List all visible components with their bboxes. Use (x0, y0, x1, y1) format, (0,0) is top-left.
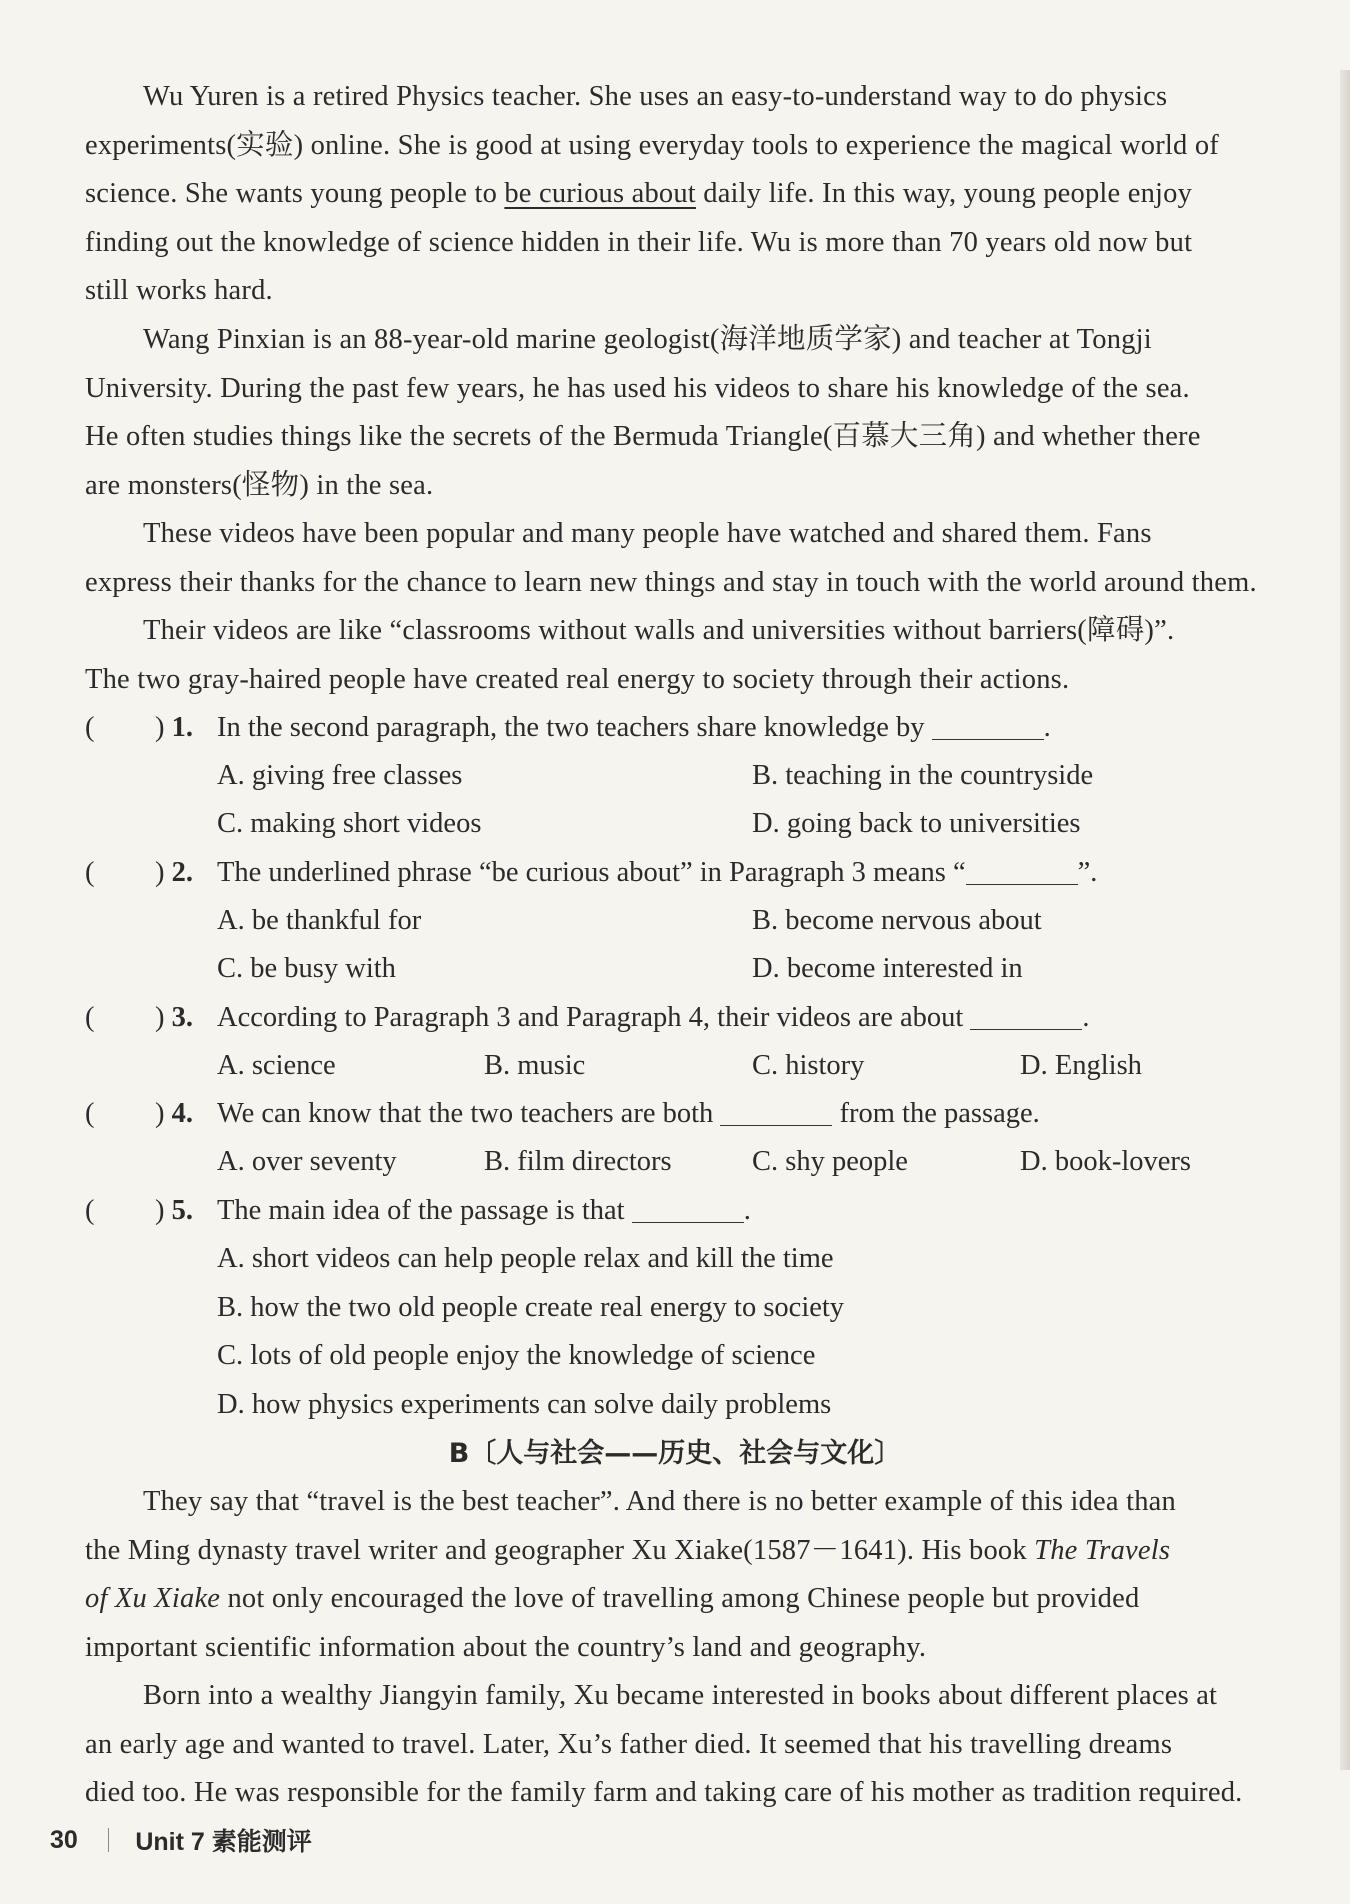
text-line: Born into a wealthy Jiangyin family, Xu became interested in books about different places at (143, 1680, 1218, 1711)
option-2c: C. be busy with (217, 953, 396, 984)
option-2a: A. be thankful for (217, 905, 422, 936)
answer-blank (966, 854, 1078, 885)
option-2b: B. become nervous about (752, 905, 1042, 936)
answer-paren-open: ( (85, 712, 95, 743)
question-stem: The underlined phrase “be curious about” in Paragraph 3 means “ ”. (217, 849, 1097, 898)
option-5a: A. short videos can help people relax and kill the time (217, 1243, 834, 1274)
text-line: He often studies things like the secrets of the Bermuda Triangle(百慕大三角) and whether there (85, 421, 1201, 452)
answer-blank (632, 1192, 744, 1223)
option-4d: D. book-lovers (1020, 1146, 1191, 1177)
option-4a: A. over seventy (217, 1146, 397, 1177)
text-line: The two gray-haired people have created real energy to society through their actions. (85, 663, 1070, 695)
paragraph-videos-popular (85, 510, 1293, 607)
text-line: died too. He was responsible for the family farm and taking care of his mother as tradition required. (85, 1777, 1243, 1808)
page-number: 30 (50, 1825, 78, 1854)
text-line: not only encouraged the love of travelling among Chinese people but provided (220, 1583, 1140, 1614)
text-line: still works hard. (85, 275, 273, 306)
page-footer (50, 1822, 312, 1858)
text-line: important scientific information about the country’s land and geography. (85, 1631, 927, 1663)
text-line: daily life. In this way, young people enjoy (695, 178, 1193, 209)
text-line: science. She wants young people to (85, 178, 505, 209)
text-line: are monsters(怪物) in the sea. (85, 469, 434, 501)
book-title: The Travels (1034, 1534, 1171, 1566)
text-line: an early age and wanted to travel. Later, Xu’s father died. It seemed that his travelling dreams (85, 1728, 1173, 1760)
answer-paren-open: ( (85, 1002, 95, 1033)
question-stem: We can know that the two teachers are both from the passage. (217, 1090, 1040, 1139)
option-3a: A. science (217, 1050, 336, 1081)
option-3d: D. English (1020, 1050, 1142, 1081)
question-stem: According to Paragraph 3 and Paragraph 4, their videos are about . (217, 994, 1090, 1043)
option-3c: C. history (752, 1050, 865, 1081)
option-5d: D. how physics experiments can solve daily problems (217, 1389, 832, 1420)
paragraph-wang-pinxian (85, 316, 1293, 510)
text-line: They say that “travel is the best teacher”. And there is no better example of this idea than (143, 1486, 1176, 1517)
footer-divider (108, 1828, 110, 1852)
question-number: ) 2. (155, 857, 193, 888)
question-number: ) 4. (155, 1098, 193, 1129)
answer-paren-open: ( (85, 857, 95, 888)
answer-blank (970, 999, 1082, 1030)
option-1d: D. going back to universities (752, 808, 1081, 839)
text-line: finding out the knowledge of science hidden in their life. Wu is more than 70 years old now but (85, 226, 1193, 258)
answer-blank (720, 1095, 832, 1126)
book-title: of Xu Xiake (85, 1583, 221, 1614)
answer-paren-open: ( (85, 1195, 95, 1226)
paragraph-xu-xiake-intro (85, 1478, 1293, 1672)
text-line: Wang Pinxian is an 88-year-old marine geologist(海洋地质学家) and teacher at Tongji (143, 324, 1152, 355)
paragraph-wu-yuren (85, 73, 1293, 316)
option-3b: B. music (484, 1050, 586, 1081)
answer-blank (932, 709, 1044, 740)
underlined-phrase: be curious about (504, 178, 696, 209)
option-1b: B. teaching in the countryside (752, 760, 1094, 791)
option-1a: A. giving free classes (217, 760, 463, 791)
text-line: University. During the past few years, he has used his videos to share his knowledge of the sea. (85, 372, 1190, 404)
paragraph-xu-early-life (85, 1672, 1293, 1818)
paragraph-classrooms (85, 607, 1293, 704)
option-1c: C. making short videos (217, 808, 482, 839)
section-b-title: B〔人与社会——历史、社会与文化〕 (448, 1438, 902, 1469)
option-4b: B. film directors (484, 1146, 672, 1177)
option-4c: C. shy people (752, 1146, 908, 1177)
option-5c: C. lots of old people enjoy the knowledge of science (217, 1340, 816, 1371)
text-line: Wu Yuren is a retired Physics teacher. She uses an easy-to-understand way to do physics (143, 81, 1168, 112)
question-number: ) 5. (155, 1195, 193, 1226)
option-2d: D. become interested in (752, 953, 1023, 984)
question-number: ) 3. (155, 1002, 193, 1033)
text-line: express their thanks for the chance to learn new things and stay in touch with the world around them. (85, 566, 1257, 598)
text-line: These videos have been popular and many people have watched and shared them. Fans (143, 518, 1152, 549)
option-5b: B. how the two old people create real energy to society (217, 1292, 845, 1323)
unit-label: Unit 7 素能测评 (135, 1828, 312, 1856)
question-stem: The main idea of the passage is that . (217, 1187, 751, 1236)
question-number: ) 1. (155, 712, 193, 743)
page-edge (1340, 70, 1350, 1770)
answer-paren-open: ( (85, 1098, 95, 1129)
text-line: the Ming dynasty travel writer and geographer Xu Xiake(1587－1641). His book (85, 1534, 1035, 1566)
text-line: Their videos are like “classrooms without walls and universities without barriers(障碍)”. (143, 615, 1175, 646)
question-stem: In the second paragraph, the two teachers share knowledge by . (217, 704, 1051, 753)
text-line: experiments(实验) online. She is good at using everyday tools to experience the magical world of (85, 129, 1219, 161)
